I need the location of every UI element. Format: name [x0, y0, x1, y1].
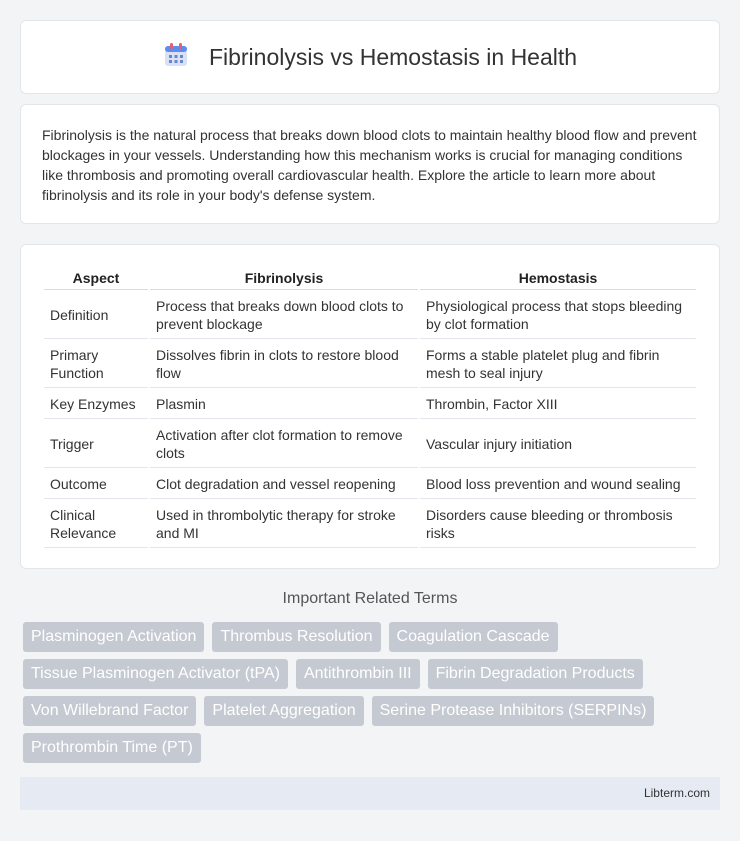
table-cell: Blood loss prevention and wound sealing [420, 470, 696, 499]
tag-fibrin-degradation-products[interactable]: Fibrin Degradation Products [428, 659, 643, 689]
table-header-row [44, 266, 696, 290]
header-aspect: Aspect [44, 266, 148, 290]
table-cell: Outcome [44, 470, 148, 499]
table-cell: Plasmin [150, 390, 418, 419]
table-cell: Trigger [44, 421, 148, 468]
table-cell: Definition [44, 292, 148, 339]
table-cell: Forms a stable platelet plug and fibrin mesh to seal injury [420, 341, 696, 388]
related-terms-title: Important Related Terms [282, 590, 458, 607]
tag-prothrombin-time[interactable]: Prothrombin Time (PT) [23, 733, 201, 763]
table-cell: Used in thrombolytic therapy for stroke and MI [150, 501, 418, 548]
comparison-table-card [20, 244, 720, 569]
header-hemostasis: Hemostasis [420, 266, 696, 290]
intro-text: Fibrinolysis is the natural process that breaks down blood clots to maintain healthy blood flow and prevent blockages in your vessels. Understanding how this mechanism works is crucial for managing conditions like thrombosis and promoting overall cardiovascular health. Explore the article to learn more about fibrinolysis and its role in your body's defense system. [42, 127, 697, 203]
comparison-table [42, 264, 698, 550]
intro-card [20, 104, 720, 224]
tag-antithrombin-iii[interactable]: Antithrombin III [296, 659, 420, 689]
footer [20, 777, 720, 810]
calendar-icon [163, 42, 189, 73]
table-cell: Clinical Relevance [44, 501, 148, 548]
page-title: Fibrinolysis vs Hemostasis in Health [208, 43, 578, 70]
table-cell: Clot degradation and vessel reopening [150, 470, 418, 499]
tag-serpins[interactable]: Serine Protease Inhibitors (SERPINs) [372, 696, 655, 726]
table-cell: Process that breaks down blood clots to prevent blockage [150, 292, 418, 339]
tag-tpa[interactable]: Tissue Plasminogen Activator (tPA) [23, 659, 288, 689]
table-cell: Key Enzymes [44, 390, 148, 419]
table-row [44, 292, 696, 339]
table-cell: Dissolves fibrin in clots to restore blood flow [150, 341, 418, 388]
tag-thrombus-resolution[interactable]: Thrombus Resolution [212, 622, 380, 652]
table-cell: Thrombin, Factor XIII [420, 390, 696, 419]
table-cell: Primary Function [44, 341, 148, 388]
table-row [44, 501, 696, 548]
table-row [44, 390, 696, 419]
table-row [44, 470, 696, 499]
title-card [20, 20, 720, 94]
tag-coagulation-cascade[interactable]: Coagulation Cascade [389, 622, 558, 652]
table-row [44, 421, 696, 468]
table-cell: Disorders cause bleeding or thrombosis risks [420, 501, 696, 548]
header-fibrinolysis: Fibrinolysis [150, 266, 418, 290]
tag-platelet-aggregation[interactable]: Platelet Aggregation [204, 696, 363, 726]
table-cell: Vascular injury initiation [420, 421, 696, 468]
tag-von-willebrand-factor[interactable]: Von Willebrand Factor [23, 696, 196, 726]
related-terms-tags [23, 622, 723, 770]
table-cell: Physiological process that stops bleeding by clot formation [420, 292, 696, 339]
table-cell: Activation after clot formation to remove clots [150, 421, 418, 468]
footer-link[interactable]: Libterm.com [643, 786, 710, 800]
tag-plasminogen-activation[interactable]: Plasminogen Activation [23, 622, 204, 652]
table-row [44, 341, 696, 388]
